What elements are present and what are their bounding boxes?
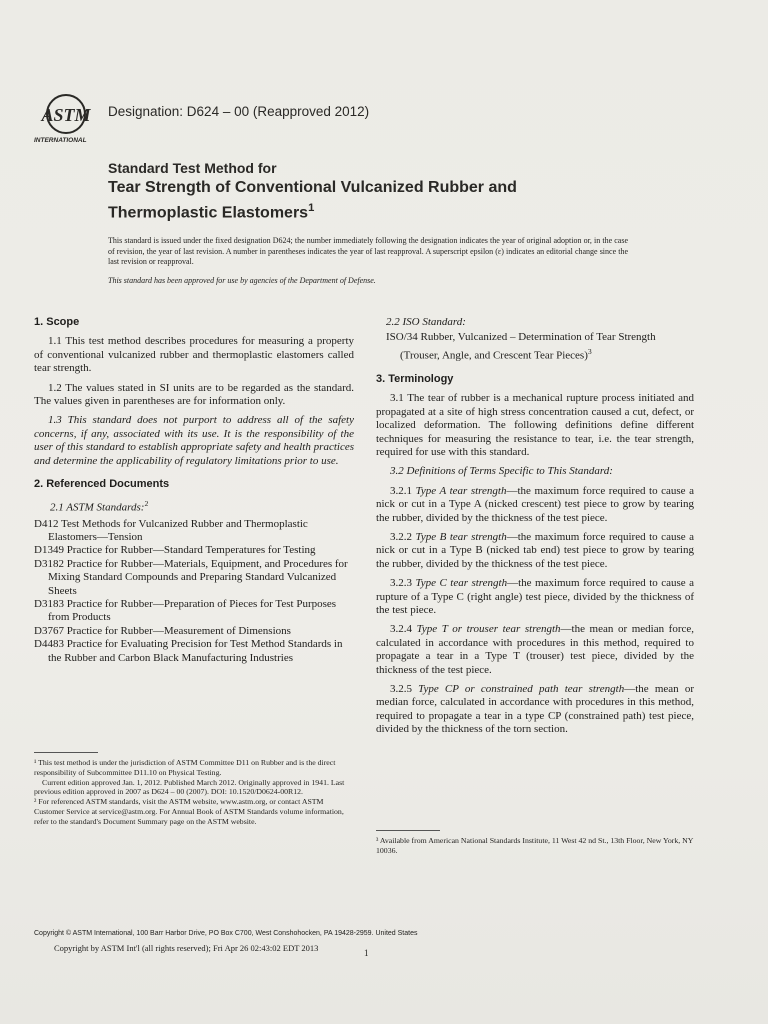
footnote-rule [34,752,98,753]
footnote-1: ¹ This test method is under the jurisdiction of ASTM Committee D11 on Rubber and is the direct responsibility of Subcommittee D11.10 on Physical Testing. [34,758,336,777]
scope-heading: 1. Scope [34,316,80,328]
title-block [108,160,668,223]
footnote-3: ³ Available from American National Standards Institute, 11 West 42 nd St., 13th Floor, New York, NY 10036. [376,836,694,855]
ref-item: D3767 Practice for Rubber—Measurement of Dimensions [34,624,291,637]
section-3-1: 3.1 The tear of rubber is a mechanical rupture process initiated and propagated at a site of high stress concentration caused a cut, defect, or localized deformation. The following definitions define different techniques for measuring the resistance to tear, i.e. the tear strength, required for use with this standard. [376,392,694,458]
title-line-3: Thermoplastic Elastomers$^1$ [108,202,315,222]
license-line: Copyright by ASTM Int'l (all rights reserved); Fri Apr 26 02:43:02 EDT 2013 [54,943,319,953]
section-3-2: 3.2 Definitions of Terms Specific to This Standard: [390,465,613,478]
definition-3-2-3: 3.2.3 Type C tear strength—the maximum force required to cause a rupture of a Type C (right angle) test piece, divided by the thickness of the test piece. [376,577,694,616]
footnote-2: ² For referenced ASTM standards, visit the ASTM website, www.astm.org, or contact ASTM Customer Service at service@astm.org. For Annual Book of ASTM Standards volume information, refer to the standard's Document Summary page on the ASTM website. [34,797,344,826]
iso-standard-label: 2.2 ISO Standard: [386,316,466,328]
ref-item: D4483 Practice for Evaluating Precision for Test Method Standards in the Rubber and Carbon Black Manufacturing Industries [34,638,343,664]
designation: Designation: D624 – 00 (Reapproved 2012) [108,104,370,119]
ref-item: D412 Test Methods for Vulcanized Rubber and Thermoplastic Elastomers—Tension [34,517,308,543]
definition-3-2-4: 3.2.4 Type T or trouser tear strength—the mean or median force, calculated in accordance with procedures in this method, required to propagate a tear in a Type T (trouser) test piece, divided by the thickness of the test piece. [376,623,695,676]
terminology-heading: 3. Terminology [376,372,454,385]
right-column [376,316,694,743]
referenced-documents-heading: 2. Referenced Documents [34,478,170,491]
ref-item: D1349 Practice for Rubber—Standard Temperatures for Testing [34,544,316,557]
ref-item: D3183 Practice for Rubber—Preparation of Pieces for Test Purposes from Products [34,597,337,624]
astm-logo [32,92,100,144]
designation-notice: This standard is issued under the fixed designation D624; the number immediately following the designation indicates the year of original adoption or, in the case of revision, the year of last revision. A number in parentheses indicates the year of last reapproval. A superscript epsilon (ε) indicates an editorial change since the last revision or reapproval. [108,236,628,266]
section-1-1: 1.1 This test method describes procedures for measuring a property of conventional vulcanized rubber and thermoplastic elastomers called tear strength. [34,335,354,375]
definition-3-2-1: 3.2.1 Type A tear strength—the maximum force required to cause a nick or cut in a Type A (nicked crescent) test piece to grow by tearing the rubber, divided by the thickness of the test piece. [376,484,694,524]
footnote-rule [376,830,440,831]
section-1-2: 1.2 The values stated in SI units are to be regarded as the standard. The values given in parentheses are for information only. [34,381,354,408]
left-footnotes [34,758,354,827]
title-line-1: Standard Test Method for [108,160,277,176]
definition-3-2-2: 3.2.2 Type B tear strength—the maximum force required to cause a nick or cut in a Type B (nicked tab end) test piece to grow by tearing the rubber, divided by the thickness of the test piece. [376,530,695,570]
footnote-1-edition: Current edition approved Jan. 1, 2012. Published March 2012. Originally approved in 1941. Last previous edition approved in 2007 as D624 – 00 (2007). DOI: 10.1520/D0624-00R12. [34,777,345,797]
title-line-2: Tear Strength of Conventional Vulcanized Rubber and [108,179,517,196]
section-1-3: 1.3 This standard does not purport to address all of the safety concerns, if any, associated with its use. It is the responsibility of the user of this standard to establish appropriate safety and health practices and determine the applicability of regulatory limitations prior to use. [34,414,354,467]
definition-3-2-5: 3.2.5 Type CP or constrained path tear strength—the mean or median force, calculated in accordance with procedures in this method, required to propagate a tear in a type CP (constrained path) test piece, divided by the thickness of the torn section. [376,683,694,736]
svg-text:INTERNATIONAL: INTERNATIONAL [34,137,87,144]
copyright-line: Copyright © ASTM International, 100 Barr Harbor Drive, PO Box C700, West Conshohocken, PA 19428-2959. United States [34,930,418,937]
ref-item: D3182 Practice for Rubber—Materials, Equipment, and Procedures for Mixing Standard Compounds and Preparing Standard Vulcanized Sheets [34,557,348,597]
left-column [34,316,354,665]
astm-standards-label: 2.1 ASTM Standards:$^2$ [50,499,149,515]
page-number: 1 [364,948,369,958]
iso-ref: ISO/34 Rubber, Vulcanized – Determination of Tear Strength (Trouser, Angle, and Crescent Tear Pieces)$^3$ [386,331,656,362]
dod-notice: This standard has been approved for use by agencies of the Department of Defense. [108,276,376,285]
svg-text:ASTM: ASTM [41,105,91,125]
